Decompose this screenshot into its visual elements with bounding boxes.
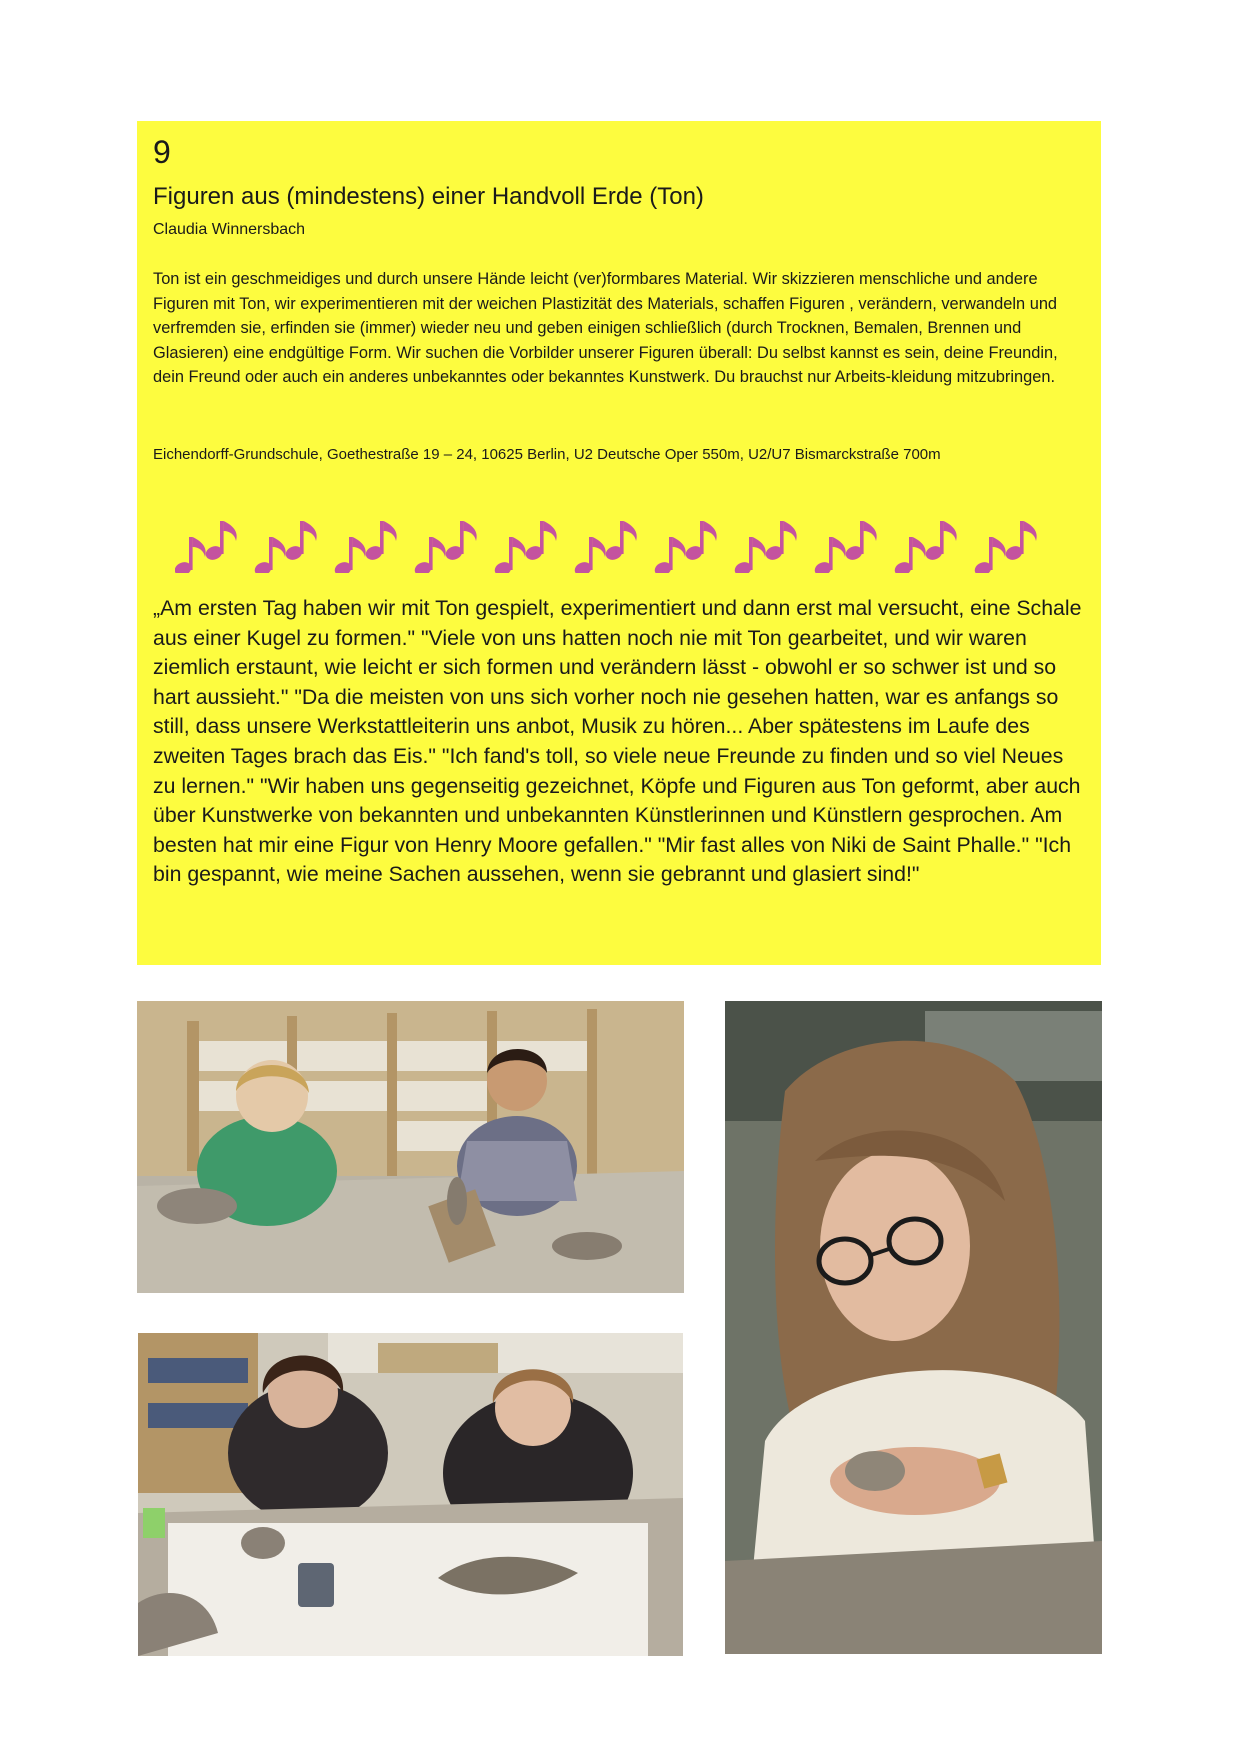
section-number: 9 xyxy=(153,134,171,170)
music-note-icon xyxy=(175,521,237,573)
music-note-icon xyxy=(733,521,797,573)
author-name: Claudia Winnersbach xyxy=(153,221,306,238)
music-note-icon xyxy=(413,521,477,573)
music-note-icon xyxy=(893,521,957,573)
photo-boys-modelling xyxy=(137,1001,684,1293)
section-title: Figuren aus (mindestens) einer Handvoll Erde (Ton) xyxy=(153,183,704,210)
music-note-icon xyxy=(253,521,317,573)
music-note-icon xyxy=(813,521,877,573)
music-notes-row xyxy=(175,481,1075,573)
music-note-icon xyxy=(653,521,717,573)
location-text: Eichendorff-Grundschule, Goethestraße 19 – 24, 10625 Berlin, U2 Deutsche Oper 550m, U2/U7 Bismarckstraße 700m xyxy=(153,446,941,463)
music-note-icon xyxy=(973,521,1037,573)
music-note-icon xyxy=(493,521,557,573)
photo-girls-glazing xyxy=(138,1333,683,1656)
quote-text: „Am ersten Tag haben wir mit Ton gespielt, experimentiert und dann erst mal versucht, eine Schale aus einer Kugel zu formen." "Viele von uns hatten noch nie mit Ton gearbeitet, und wir waren ziemlich erstaunt, wie leicht er sich formen und verändern lässt - obwohl er so schwer ist und so hart aussieht." "Da die meisten von uns sich vorher noch nie gesehen hatten, war es anfangs so still, dass unsere Werkstattleiterin uns anbot, Musik zu hören... Aber spätestens im Laufe des zweiten Tages brach das Eis." "Ich fand's toll, so viele neue Freunde zu finden und so viel Neues zu lernen." "Wir haben uns gegenseitig gezeichnet, Köpfe und Figuren aus Ton geformt, aber auch über Kunstwerke von bekannten und unbekannten Künstlerinnen und Künstlern gesprochen. Am besten hat mir eine Figur von Henry Moore gefallen." "Mir fast alles von Niki de Saint Phalle." "Ich bin gespannt, wie meine Sachen aussehen, wenn sie gebrannt und glasiert sind!" xyxy=(153,596,1082,887)
description-text: Ton ist ein geschmeidiges und durch unsere Hände leicht (ver)formbares Material. Wir skizzieren menschliche und andere Figuren mit Ton, wir experimentieren mit der weichen Plastizität des Materials, schaffen Figuren , verändern, verwandeln und verfremden sie, erfinden sie (immer) wieder neu und geben einigen schließlich (durch Trocknen, Bemalen, Brennen und Glasieren) eine endgültige Form. Wir suchen die Vorbilder unserer Figuren überall: Du selbst kannst es sein, deine Freundin, dein Freund oder auch ein anderes unbekanntes oder bekanntes Kunstwerk. Du brauchst nur Arbeits-kleidung mitzubringen. xyxy=(153,270,1058,387)
music-note-icon xyxy=(333,521,397,573)
photo-girl-shaping-clay xyxy=(725,1001,1102,1654)
info-box xyxy=(137,121,1101,965)
music-note-icon xyxy=(573,521,637,573)
